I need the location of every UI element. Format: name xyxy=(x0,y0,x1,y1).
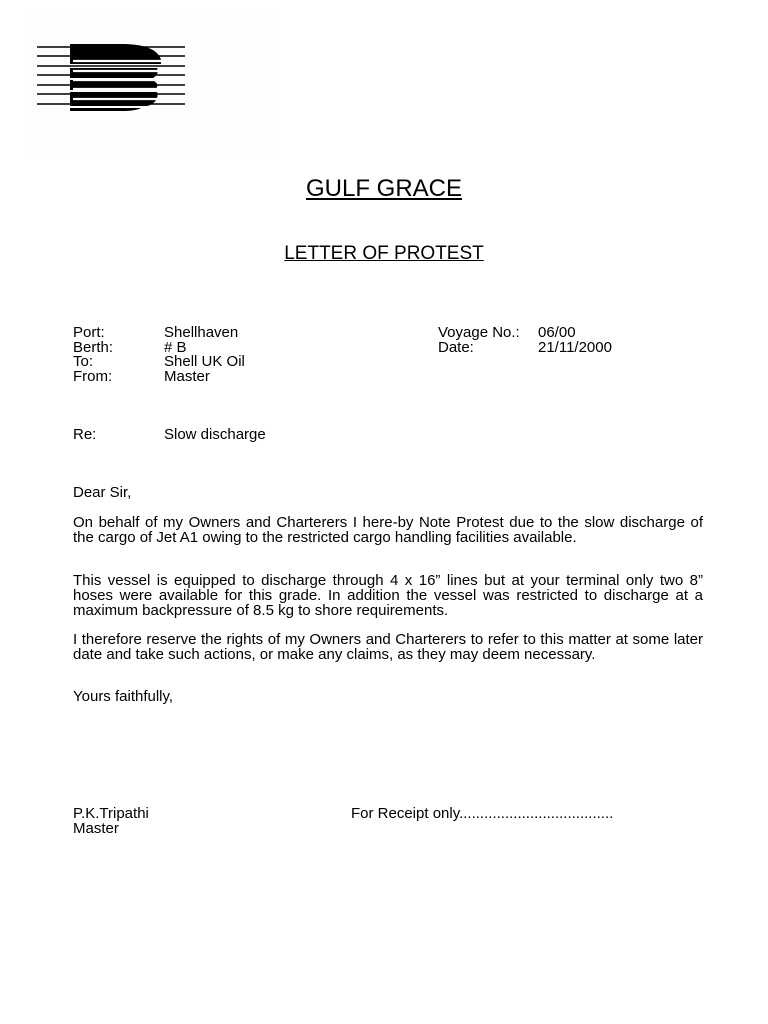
from-label: From: xyxy=(73,368,113,385)
paragraph-reservation: I therefore reserve the rights of my Owners and Charterers to refer to this matter at some later date and take such actions, or make any claims, as they may deem necessary. xyxy=(73,631,703,663)
closing: Yours faithfully, xyxy=(73,688,174,705)
salutation: Dear Sir, xyxy=(73,484,132,501)
berth-label: Berth: xyxy=(73,339,114,356)
document-title: GULF GRACE xyxy=(305,175,463,202)
signatory-name: P.K.Tripathi xyxy=(73,805,149,822)
port-label: Port: xyxy=(73,324,105,341)
to-value: Shell UK Oil xyxy=(164,353,245,370)
port-value: Shellhaven xyxy=(164,324,239,341)
signatory-title: Master xyxy=(73,820,119,837)
voyage-label: Voyage No.: xyxy=(438,324,520,341)
from-value: Master xyxy=(164,368,210,385)
paragraph-equipment: This vessel is equipped to discharge through 4 x 16” lines but at your terminal only two 8” hoses were available for this grade. In addition the vessel was restricted to discharge at a maximum backpressure of 8.5 kg to shore requirements. xyxy=(73,572,703,619)
company-logo-icon xyxy=(37,42,187,112)
berth-value: # B xyxy=(164,339,187,356)
date-value: 21/11/2000 xyxy=(538,339,612,356)
voyage-value: 06/00 xyxy=(538,324,576,341)
paragraph-protest: On behalf of my Owners and Charterers I here-by Note Protest due to the slow discharge of the cargo of Jet A1 owing to the restricted cargo handling facilities available. xyxy=(73,514,703,546)
date-label: Date: xyxy=(438,339,474,356)
receipt-line: For Receipt only..................................... xyxy=(351,805,614,822)
to-label: To: xyxy=(73,353,94,370)
re-label: Re: xyxy=(73,426,97,443)
document-subtitle: LETTER OF PROTEST xyxy=(284,243,484,264)
re-value: Slow discharge xyxy=(164,426,266,443)
